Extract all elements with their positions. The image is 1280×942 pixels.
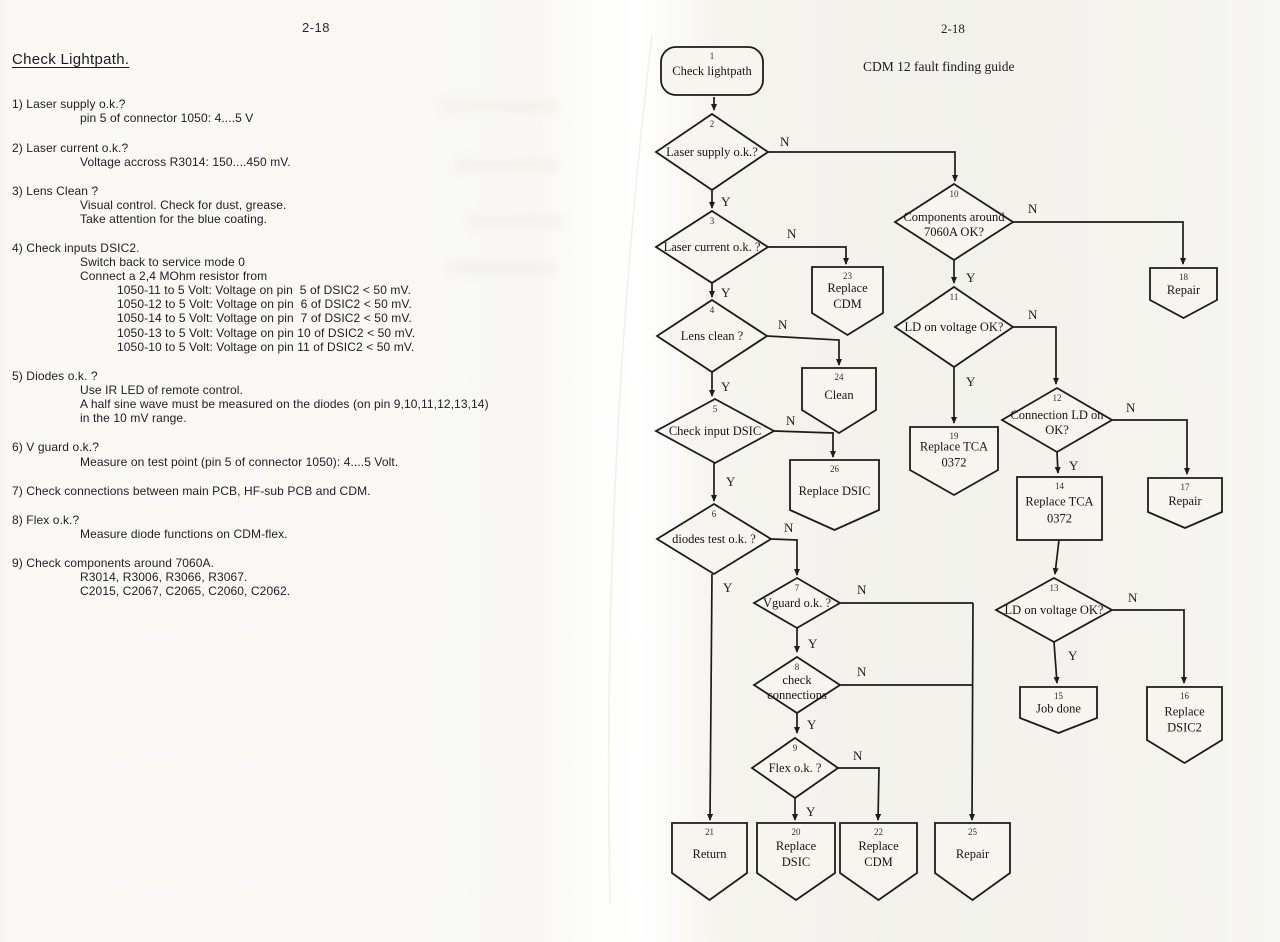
flow-node-8-check-connections	[754, 657, 840, 713]
flow-edge	[1013, 327, 1056, 384]
node-number: 7	[794, 583, 800, 593]
node-label: Connection LD on	[1010, 408, 1104, 422]
node-label: 0372	[1047, 511, 1072, 526]
flow-node-16-replace-dsic2	[1147, 687, 1222, 763]
edge-label-y: Y	[721, 194, 731, 209]
node-label: Clean	[824, 388, 854, 402]
node-number: 5	[712, 404, 718, 414]
procedure-line: 1) Laser supply o.k.?	[12, 97, 126, 111]
procedure-line: 5) Diodes o.k. ?	[12, 369, 98, 383]
node-label: LD on voltage OK?	[904, 320, 1004, 334]
node-label: Components around	[903, 210, 1005, 224]
edge-label-n: N	[853, 748, 863, 763]
flow-node-25-repair	[935, 823, 1010, 900]
node-label: 7060A OK?	[923, 225, 985, 239]
procedure-line: 7) Check connections between main PCB, HF-sub PCB and CDM.	[12, 484, 371, 498]
procedure-line: Voltage accross R3014: 150....450 mV.	[80, 155, 291, 169]
procedure-line: R3014, R3006, R3066, R3067.	[80, 570, 248, 584]
flow-node-20-replace-dsic	[757, 823, 835, 900]
flow-node-5-check-input-dsic	[656, 399, 774, 463]
edge-label-n: N	[1126, 400, 1136, 415]
flowchart-title: CDM 12 fault finding guide	[863, 59, 1015, 74]
flow-node-23-replace-cdm	[812, 267, 883, 335]
procedure-line: 1050-11 to 5 Volt: Voltage on pin 5 of DSIC2 < 50 mV.	[117, 283, 411, 297]
edge-label-n: N	[787, 226, 797, 241]
procedure-line: in the 10 mV range.	[80, 411, 187, 425]
node-label: Check lightpath	[672, 64, 752, 78]
node-label: Repair	[1168, 494, 1202, 508]
flow-edge	[1054, 642, 1057, 683]
flow-edge	[1057, 452, 1058, 473]
right-page-number: 2-18	[941, 21, 965, 36]
node-label: Repair	[955, 847, 990, 861]
edge-label-y: Y	[721, 285, 731, 300]
procedure-line: Use IR LED of remote control.	[80, 383, 243, 397]
edge-label-y: Y	[1069, 458, 1079, 473]
edge-label-y: Y	[723, 580, 733, 595]
node-number: 14	[1055, 481, 1064, 491]
node-number: 4	[709, 305, 715, 315]
node-number: 6	[711, 509, 717, 519]
flow-node-17-repair	[1148, 478, 1222, 528]
node-label: DSIC	[781, 855, 811, 869]
node-label: diodes test o.k. ?	[672, 532, 756, 546]
flow-node-19-replace-tca-0372	[910, 427, 998, 495]
edge-label-n: N	[1128, 590, 1138, 605]
procedure-line: C2015, C2067, C2065, C2060, C2062.	[80, 584, 291, 598]
edge-label-y: Y	[806, 804, 816, 819]
node-number: 22	[874, 827, 883, 837]
edge-label-y: Y	[807, 717, 817, 732]
node-number: 26	[830, 464, 839, 474]
flow-edge	[838, 768, 879, 820]
node-number: 18	[1179, 272, 1188, 282]
node-number: 19	[949, 431, 959, 441]
procedure-line: Take attention for the blue coating.	[80, 212, 268, 226]
procedure-line: 1050-14 to 5 Volt: Voltage on pin 7 of DSIC2 < 50 mV.	[117, 311, 412, 325]
flow-edge	[768, 152, 955, 181]
procedure-line: Connect a 2,4 MOhm resistor from	[80, 269, 268, 283]
flow-edge	[1013, 222, 1183, 264]
node-label: Replace DSIC	[798, 484, 871, 498]
flow-node-18-repair	[1150, 268, 1217, 318]
node-label: Laser supply o.k.?	[666, 145, 758, 159]
node-label: Check input DSIC	[668, 424, 762, 438]
node-number: 21	[705, 827, 714, 837]
node-label: CDM	[833, 297, 862, 311]
edge-label-n: N	[857, 582, 867, 597]
flow-node-9-flex-o-k	[752, 738, 838, 798]
edge-label-n: N	[1028, 307, 1038, 322]
node-label: Replace TCA	[1025, 494, 1094, 509]
flow-edge	[1055, 540, 1059, 574]
node-number: 11	[949, 292, 959, 302]
procedure-line: 2) Laser current o.k.?	[12, 141, 129, 155]
node-number: 25	[968, 827, 977, 837]
flow-node-4-lens-clean	[657, 300, 767, 372]
node-number: 10	[949, 189, 959, 199]
node-number: 3	[709, 216, 715, 226]
node-label: Repair	[1166, 283, 1201, 297]
flow-node-7-vguard-o-k	[754, 578, 840, 628]
procedure-line: Switch back to service mode 0	[80, 255, 245, 269]
procedure-line: 9) Check components around 7060A.	[12, 556, 215, 570]
edge-label-n: N	[786, 413, 796, 428]
procedure-line: Visual control. Check for dust, grease.	[80, 198, 287, 212]
node-label: Flex o.k. ?	[768, 761, 822, 775]
node-number: 17	[1180, 482, 1190, 492]
flow-node-6-diodes-test-o-k	[657, 504, 771, 574]
flow-node-13-ld-on-voltage-ok	[996, 578, 1112, 642]
procedure-line: 4) Check inputs DSIC2.	[12, 241, 140, 255]
node-label: Lens clean ?	[680, 329, 744, 343]
node-number: 12	[1052, 393, 1062, 403]
node-label: check	[782, 673, 812, 687]
node-label: Return	[692, 847, 727, 861]
node-number: 24	[834, 372, 844, 382]
page-fold-artifact	[609, 35, 652, 905]
node-label: Replace TCA	[919, 439, 989, 454]
flow-edge	[767, 336, 839, 365]
flow-edge	[774, 431, 833, 457]
flow-edge	[771, 539, 797, 575]
procedure-line: 8) Flex o.k.?	[12, 513, 80, 527]
procedure-line: pin 5 of connector 1050: 4....5 V	[80, 111, 254, 125]
procedure-line: 6) V guard o.k.?	[12, 440, 99, 454]
flow-edge	[972, 603, 973, 820]
procedure-line: Measure diode functions on CDM-flex.	[80, 527, 288, 541]
node-number: 1	[709, 51, 715, 61]
edge-label-y: Y	[721, 379, 731, 394]
node-label: Vguard o.k. ?	[762, 596, 832, 610]
node-number: 2	[709, 119, 715, 129]
edge-label-n: N	[784, 520, 794, 535]
flow-node-10-components-around-7060a-ok	[895, 184, 1013, 260]
procedure-line: A half sine wave must be measured on the diodes (on pin 9,10,11,12,13,14)	[80, 397, 489, 411]
edge-label-n: N	[857, 664, 867, 679]
node-label: Job done	[1036, 701, 1081, 716]
edge-label-y: Y	[1068, 648, 1078, 663]
flow-node-24-clean	[802, 368, 876, 433]
procedure-line: 1050-13 to 5 Volt: Voltage on pin 10 of DSIC2 < 50 mV.	[117, 326, 416, 340]
node-label: Replace	[858, 839, 899, 853]
node-label: Replace	[1164, 704, 1205, 719]
procedure-line: 1050-12 to 5 Volt: Voltage on pin 6 of DSIC2 < 50 mV.	[117, 297, 412, 311]
edge-label-y: Y	[966, 270, 976, 285]
flow-node-12-connection-ld-on-ok	[1002, 388, 1112, 452]
flow-edge	[1112, 610, 1184, 683]
node-number: 15	[1054, 691, 1063, 701]
node-label: Replace	[827, 281, 868, 295]
flow-node-3-laser-current-o-k	[656, 211, 768, 283]
flow-node-1-check-lightpath	[661, 47, 763, 95]
node-number: 9	[792, 743, 798, 753]
node-number: 13	[1049, 583, 1059, 593]
node-label: LD on voltage OK?	[1004, 603, 1104, 617]
flow-node-21-return	[672, 823, 747, 900]
node-number: 23	[843, 271, 852, 281]
node-label: 0372	[941, 455, 967, 470]
node-number: 20	[791, 827, 801, 837]
flow-edge	[768, 247, 846, 264]
procedure-line: 1050-10 to 5 Volt: Voltage on pin 11 of DSIC2 < 50 mV.	[117, 340, 415, 354]
edge-label-y: Y	[726, 474, 736, 489]
edge-label-y: Y	[966, 374, 976, 389]
edge-label-n: N	[780, 134, 790, 149]
node-label: CDM	[864, 855, 893, 869]
node-label: Laser current o.k. ?	[663, 240, 761, 254]
flow-node-11-ld-on-voltage-ok	[895, 287, 1013, 367]
left-page-number: 2-18	[302, 20, 331, 35]
flow-node-2-laser-supply-o-k	[656, 114, 768, 190]
edge-label-y: Y	[808, 636, 818, 651]
node-number: 16	[1180, 691, 1189, 701]
node-label: connections	[767, 688, 827, 702]
procedure-line: 3) Lens Clean ?	[12, 184, 99, 198]
node-label: Replace	[775, 839, 817, 853]
procedure-line: Measure on test point (pin 5 of connector 1050): 4....5 Volt.	[80, 455, 399, 469]
flow-node-15-job-done	[1020, 687, 1097, 733]
flow-edge	[710, 574, 712, 820]
edge-label-n: N	[778, 317, 788, 332]
node-label: DSIC2	[1167, 720, 1202, 735]
section-heading: Check Lightpath.	[12, 51, 130, 68]
edge-label-n: N	[1028, 201, 1038, 216]
flow-node-14-replace-tca-0372	[1017, 477, 1102, 540]
flow-edge	[1112, 420, 1187, 474]
flow-node-26-replace-dsic	[790, 460, 879, 530]
node-number: 8	[794, 662, 800, 672]
node-label: OK?	[1045, 423, 1069, 437]
flow-node-22-replace-cdm	[840, 823, 917, 900]
